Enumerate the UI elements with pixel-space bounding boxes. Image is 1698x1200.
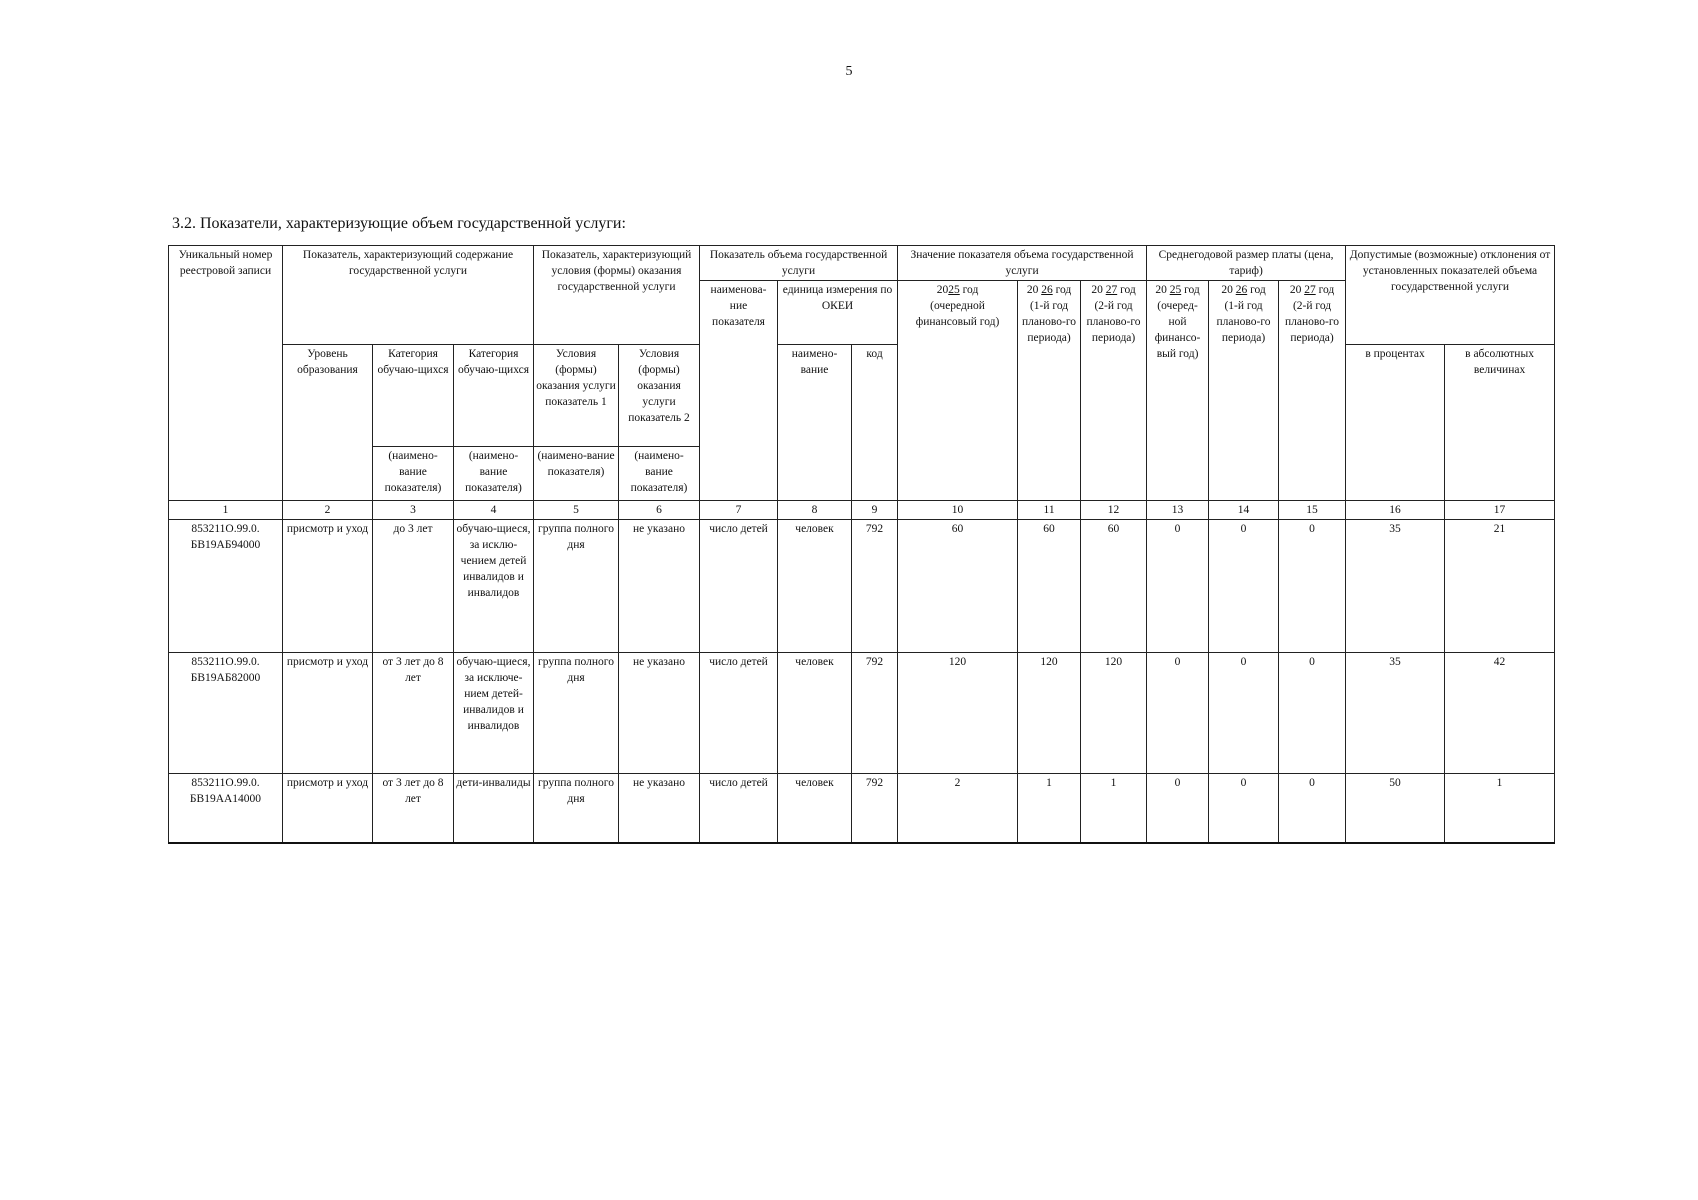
row-fee-year-1: 0 [1147,653,1209,774]
row-fee-year-3: 0 [1279,774,1346,843]
header-deviations: Допустимые (возможные) отклонения от установленных показателей объема государственной услуги [1346,246,1555,345]
row-deviation-percent: 35 [1346,520,1445,653]
header-name-hint: (наимено-вание показателя) [454,447,534,501]
row-deviation-absolute: 1 [1445,774,1555,843]
column-number: 7 [700,501,778,520]
header-fee-year-1: 20 25 год (очеред-ной финансо-вый год) [1147,281,1209,501]
row-education-level: присмотр и уход [283,653,373,774]
row-education-level: присмотр и уход [283,774,373,843]
header-volume-indicator: Показатель объема государственной услуги [700,246,898,281]
column-number: 6 [619,501,700,520]
row-volume-year-3: 1 [1081,774,1147,843]
header-volume-year-1: 2025 год (очередной финансовый год) [898,281,1018,501]
row-education-level: присмотр и уход [283,520,373,653]
row-deviation-percent: 50 [1346,774,1445,843]
row-unit: человек [778,520,852,653]
row-code: 792 [852,653,898,774]
row-registry-number: 853211О.99.0. БВ19АБ82000 [169,653,283,774]
column-number: 10 [898,501,1018,520]
column-number: 12 [1081,501,1147,520]
row-registry-number: 853211О.99.0. БВ19АА14000 [169,774,283,843]
header-content-indicator: Показатель, характеризующий содержание государственной услуги [283,246,534,345]
row-condition-1: группа полного дня [534,653,619,774]
page-number: 5 [845,64,853,79]
row-condition-1: группа полного дня [534,774,619,843]
column-number: 1 [169,501,283,520]
row-fee-year-1: 0 [1147,774,1209,843]
row-fee-year-2: 0 [1209,774,1279,843]
header-indicator-name: наименова-ние показателя [700,281,778,501]
header-education-level: Уровень образования [283,345,373,501]
row-category-2: обучаю-щиеся, за исклю-чением детей инвалидов и инвалидов [454,520,534,653]
header-unit-code: код [852,345,898,501]
column-number: 5 [534,501,619,520]
header-name-hint: (наимено-вание показателя) [619,447,700,501]
row-volume-year-2: 60 [1018,520,1081,653]
column-number: 8 [778,501,852,520]
column-number: 4 [454,501,534,520]
row-category-1: от 3 лет до 8 лет [373,774,454,843]
header-fee-year-3: 20 27 год (2-й год планово-го периода) [1279,281,1346,501]
header-in-percent: в процентах [1346,345,1445,501]
row-deviation-percent: 35 [1346,653,1445,774]
row-category-2: обучаю-щиеся, за исключе-нием детей-инвалидов и инвалидов [454,653,534,774]
header-category-2: Категория обучаю-щихся [454,345,534,447]
row-volume-year-1: 60 [898,520,1018,653]
row-registry-number: 853211О.99.0. БВ19АБ94000 [169,520,283,653]
column-number: 16 [1346,501,1445,520]
column-number: 3 [373,501,454,520]
volume-indicators-table [168,245,1555,844]
row-volume-year-3: 120 [1081,653,1147,774]
header-category-1: Категория обучаю-щихся [373,345,454,447]
row-category-2: дети-инвалиды [454,774,534,843]
row-condition-2: не указано [619,520,700,653]
row-deviation-absolute: 42 [1445,653,1555,774]
header-in-absolute: в абсолютных величинах [1445,345,1555,501]
header-conditions-1: Условия (формы) оказания услуги показатель 1 [534,345,619,447]
column-number: 2 [283,501,373,520]
row-fee-year-3: 0 [1279,653,1346,774]
row-indicator: число детей [700,653,778,774]
column-number: 14 [1209,501,1279,520]
row-category-1: до 3 лет [373,520,454,653]
row-fee-year-2: 0 [1209,520,1279,653]
column-number: 9 [852,501,898,520]
column-number: 13 [1147,501,1209,520]
row-condition-2: не указано [619,774,700,843]
header-unit-name: наимено-вание [778,345,852,501]
row-deviation-absolute: 21 [1445,520,1555,653]
row-fee-year-3: 0 [1279,520,1346,653]
header-unique-number: Уникальный номер реестровой записи [169,246,283,501]
header-unit-okei: единица измерения по ОКЕИ [778,281,898,345]
section-title: 3.2. Показатели, характеризующие объем государственной услуги: [172,215,626,232]
row-indicator: число детей [700,774,778,843]
row-volume-year-2: 1 [1018,774,1081,843]
column-number: 17 [1445,501,1555,520]
column-number: 15 [1279,501,1346,520]
row-volume-year-2: 120 [1018,653,1081,774]
column-number: 11 [1018,501,1081,520]
row-fee-year-2: 0 [1209,653,1279,774]
header-volume-year-3: 20 27 год (2-й год планово-го периода) [1081,281,1147,501]
row-condition-2: не указано [619,653,700,774]
row-category-1: от 3 лет до 8 лет [373,653,454,774]
row-fee-year-1: 0 [1147,520,1209,653]
row-unit: человек [778,774,852,843]
header-conditions-2: Условия (формы) оказания услуги показатель 2 [619,345,700,447]
header-volume-year-2: 20 26 год (1-й год планово-го периода) [1018,281,1081,501]
row-volume-year-3: 60 [1081,520,1147,653]
header-fee-year-2: 20 26 год (1-й год планово-го периода) [1209,281,1279,501]
row-volume-year-1: 120 [898,653,1018,774]
header-conditions-indicator: Показатель, характеризующий условия (формы) оказания государственной услуги [534,246,700,345]
header-volume-value: Значение показателя объема государственной услуги [898,246,1147,281]
header-name-hint: (наимено-вание показателя) [373,447,454,501]
row-condition-1: группа полного дня [534,520,619,653]
header-name-hint: (наимено-вание показателя) [534,447,619,501]
row-unit: человек [778,653,852,774]
header-avg-fee: Среднегодовой размер платы (цена, тариф) [1147,246,1346,281]
row-volume-year-1: 2 [898,774,1018,843]
row-code: 792 [852,774,898,843]
row-code: 792 [852,520,898,653]
row-indicator: число детей [700,520,778,653]
